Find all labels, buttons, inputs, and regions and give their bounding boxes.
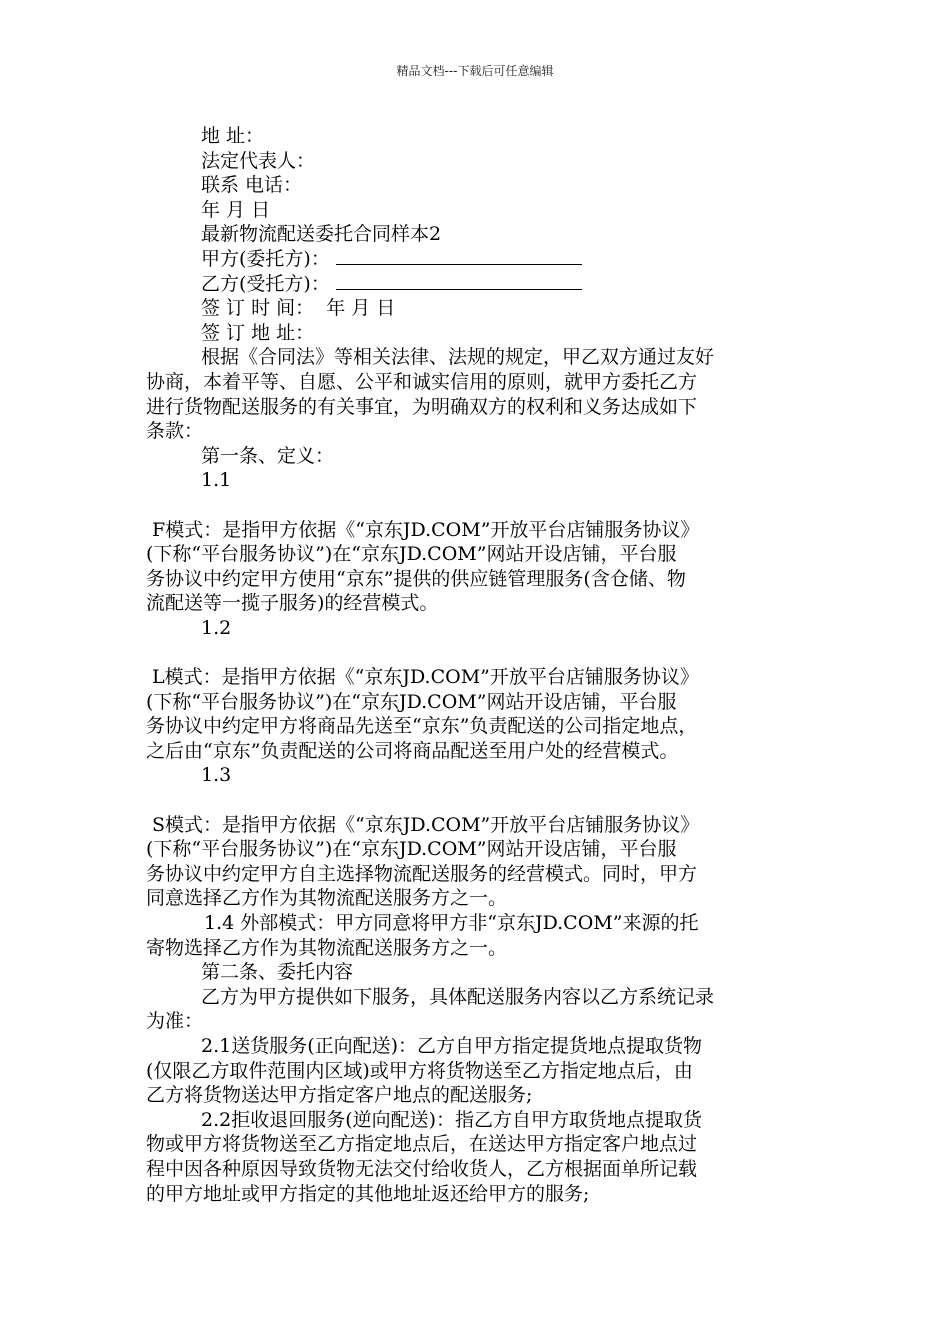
- paragraph-line: 寄物选择乙方作为其物流配送服务方之一。: [146, 936, 508, 959]
- phone-line: 联系 电话：: [201, 174, 303, 197]
- paragraph-line: 之后由“京东”负责配送的公司将商品配送至用户处的经营模式。: [146, 739, 679, 762]
- party-b-label: 乙方(受托方)：: [201, 272, 330, 295]
- paragraph-line: 为准：: [146, 1010, 204, 1033]
- party-a-line: [146, 247, 822, 272]
- paragraph-line: 根据《合同法》等相关法律、法规的规定，甲乙双方通过友好: [201, 346, 715, 369]
- sign-place-line: 签 订 地 址：: [201, 321, 315, 344]
- paragraph-line: 程中因各种原因导致货物无法交付给收货人，乙方根据面单所记载: [146, 1157, 698, 1180]
- paragraph-line: 条款：: [146, 420, 204, 443]
- paragraph-line: 协商，本着平等、自愿、公平和诚实信用的原则，就甲方委托乙方: [146, 370, 698, 393]
- paragraph-line: 进行货物配送服务的有关事宜，为明确双方的权利和义务达成如下: [146, 395, 698, 418]
- paragraph-line: L模式：是指甲方依据《“京东JD.COM”开放平台店铺服务协议》: [146, 666, 699, 689]
- paragraph-line: S模式：是指甲方依据《“京东JD.COM”开放平台店铺服务协议》: [146, 813, 700, 836]
- paragraph-line: 同意选择乙方作为其物流配送服务方之一。: [146, 887, 508, 910]
- paragraph-line: 乙方为甲方提供如下服务，具体配送服务内容以乙方系统记录: [201, 985, 715, 1008]
- party-a-label: 甲方(委托方)：: [201, 247, 330, 270]
- article-heading: 第一条、定义：: [201, 444, 335, 467]
- blank-line: [146, 640, 822, 665]
- party-a-blank: [336, 248, 582, 265]
- sign-time-line: 签 订 时 间： 年 月 日: [201, 297, 396, 320]
- paragraph-line: (下称“平台服务协议”)在“京东JD.COM”网站开设店铺，平台服: [146, 690, 677, 713]
- paragraph-line: 1.4 外部模式：甲方同意将甲方非“京东JD.COM”来源的托: [204, 912, 699, 934]
- page-header: 精品文档---下载后可任意编辑: [396, 64, 554, 78]
- address-line: 地 址：: [201, 125, 265, 147]
- blank-line: [146, 493, 822, 518]
- paragraph-line: (下称“平台服务协议”)在“京东JD.COM”网站开设店铺，平台服: [146, 838, 677, 861]
- date-line: 年 月 日: [201, 198, 271, 221]
- paragraph-line: (仅限乙方取件范围内区域)或甲方将货物送至乙方指定地点后，由: [146, 1059, 693, 1082]
- paragraph-line: 务协议中约定甲方使用“京东”提供的供应链管理服务(含仓储、物: [146, 567, 686, 590]
- paragraph-line: F模式：是指甲方依据《“京东JD.COM”开放平台店铺服务协议》: [146, 518, 700, 541]
- paragraph-line: 物或甲方将货物送至乙方指定地点后，在送达甲方指定客户地点过: [146, 1133, 698, 1156]
- paragraph-line: 2.2拒收退回服务(逆向配送)：指乙方自甲方取货地点提取货: [201, 1108, 703, 1131]
- paragraph-line: 2.1送货服务(正向配送)：乙方自甲方指定提货地点提取货物: [201, 1034, 703, 1057]
- party-b-line: [146, 272, 822, 297]
- clause-number: 1.3: [201, 764, 232, 787]
- paragraph-line: 务协议中约定甲方将商品先送至“京东”负责配送的公司指定地点，: [146, 715, 698, 738]
- paragraph-line: 的甲方地址或甲方指定的其他地址返还给甲方的服务;: [146, 1182, 590, 1205]
- paragraph-line: (下称“平台服务协议”)在“京东JD.COM”网站开设店铺，平台服: [146, 543, 677, 566]
- paragraph-line: 流配送等一揽子服务)的经营模式。: [146, 592, 439, 615]
- document-body: [146, 124, 822, 1206]
- legal-rep-line: 法定代表人：: [201, 149, 316, 172]
- paragraph-line: 务协议中约定甲方自主选择物流配送服务的经营模式。同时，甲方: [146, 862, 698, 885]
- article-heading: 第二条、委托内容: [201, 961, 354, 984]
- paragraph-line: 乙方将货物送达甲方指定客户地点的配送服务;: [146, 1084, 533, 1107]
- clause-number: 1.2: [201, 616, 232, 639]
- contract-title: 最新物流配送委托合同样本2: [201, 223, 442, 246]
- party-b-blank: [336, 273, 582, 290]
- blank-line: [146, 788, 822, 813]
- clause-number: 1.1: [201, 469, 232, 492]
